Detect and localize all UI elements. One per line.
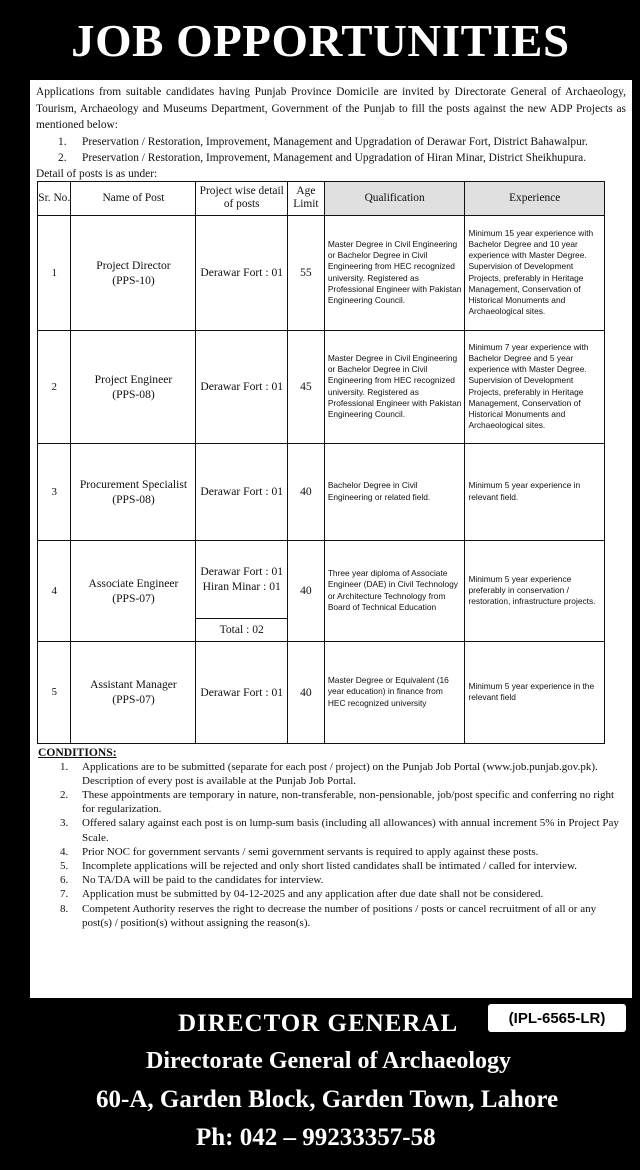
row-age: 40 xyxy=(287,641,324,743)
condition-item: 7. Application must be submitted by 04-12-2025 and any application after due date shall not be considered. xyxy=(60,888,544,901)
row-age: 40 xyxy=(287,443,324,540)
header-banner xyxy=(0,0,640,80)
department-name: Directorate General of Archaeology xyxy=(146,1048,511,1074)
office-address: 60-A, Garden Block, Garden Town, Lahore xyxy=(96,1086,559,1113)
row-sr: 3 xyxy=(38,443,71,540)
condition-item: 1. Applications are to be submitted (separate for each post / project) on the Punjab Job Portal (www.job.punjab.gov.pk). Description of every post is available at the Punjab Job Portal. xyxy=(60,760,598,787)
table-header-row xyxy=(38,181,605,215)
header-sr: Sr. No. xyxy=(38,181,71,215)
row-project: Derawar Fort : 01 xyxy=(196,330,288,443)
row-experience: Minimum 5 year experience in the relevant field xyxy=(465,641,605,743)
table-row xyxy=(38,330,605,443)
header-name: Name of Post xyxy=(71,181,196,215)
row-sr: 5 xyxy=(38,641,71,743)
row-project: Derawar Fort : 01 xyxy=(196,215,288,330)
row-qualification: Master Degree or Equivalent (16 year education) in finance from HEC recognized university xyxy=(324,641,465,743)
table-row xyxy=(38,641,605,743)
condition-item: 2. These appointments are temporary in nature, non-transferable, non-pensionable, job/post specific and conferring no right for regularization. xyxy=(60,788,615,816)
row-experience: Minimum 7 year experience with Bachelor Degree and 5 year experience with Master Degree. Supervision of Development Projects, preferably in Heritage Management, Conservation of Historical Monuments and Archaeological sites. xyxy=(465,330,605,443)
table-row xyxy=(38,540,605,618)
signatory-designation: DIRECTOR GENERAL xyxy=(178,1010,459,1037)
project-item-text: Preservation / Restoration, Improvement, Management and Upgradation of Hiran Minar, District Sheikhupura. xyxy=(82,152,587,164)
project-item-text: Preservation / Restoration, Improvement, Management and Upgradation of Derawar Fort, District Bahawalpur. xyxy=(82,135,588,148)
row-sr: 4 xyxy=(38,540,71,641)
ad-body xyxy=(30,80,632,998)
row-project: Derawar Fort : 01 Hiran Minar : 01 xyxy=(196,540,288,618)
intro-paragraph: Applications from suitable candidates having Punjab Province Domicile are invited by Directorate General of Archaeology, Tourism, Archaeology and Museums Department, Government of the Punjab to fill the posts against the new ADP Projects as mentioned below: xyxy=(36,86,626,131)
row-age: 45 xyxy=(287,330,324,443)
project-list xyxy=(36,134,632,167)
row-qualification: Three year diploma of Associate Engineer (DAE) in Civil Technology or Architecture Technology from Board of Technical Education xyxy=(324,540,465,641)
header-qualification: Qualification xyxy=(324,181,465,215)
row-qualification: Master Degree in Civil Engineering or Bachelor Degree in Civil Engineering from HEC recognized university. Registered as Professional Engineer with Pakistan Engineering Council. xyxy=(324,330,465,443)
header-project: Project wise detail of posts xyxy=(196,181,288,215)
row-project: Derawar Fort : 01 xyxy=(196,443,288,540)
header-age: Age Limit xyxy=(287,181,324,215)
header-experience: Experience xyxy=(465,181,605,215)
row-age: 40 xyxy=(287,540,324,641)
row-post-name: Procurement Specialist (PPS-08) xyxy=(71,443,196,540)
row-experience: Minimum 15 year experience with Bachelor Degree and 10 year experience with Master Degree. Supervision of Development Projects, preferably in Heritage Management, Conservation of Historical Monuments and Archaeological sites. xyxy=(465,215,605,330)
conditions-list xyxy=(36,760,626,930)
project-item: 1. Preservation / Restoration, Improvement, Management and Upgradation of Derawar Fort, District Bahawalpur. xyxy=(58,134,632,151)
row-qualification: Bachelor Degree in Civil Engineering or related field. xyxy=(324,443,465,540)
row-age: 55 xyxy=(287,215,324,330)
condition-item: 5. Incomplete applications will be rejected and only short listed candidates shall be intimated / called for interview. xyxy=(60,859,578,872)
row-experience: Minimum 5 year experience in relevant field. xyxy=(465,443,605,540)
ipl-reference-badge: (IPL-6565-LR) xyxy=(488,1004,626,1032)
row-post-name: Assistant Manager (PPS-07) xyxy=(71,641,196,743)
row-sr: 2 xyxy=(38,330,71,443)
condition-item: 6. No TA/DA will be paid to the candidates for interview. xyxy=(60,874,324,887)
total-posts: Total : 02 xyxy=(196,618,288,641)
row-experience: Minimum 5 year experience preferably in conservation / restoration, infrastructure projects. xyxy=(465,540,605,641)
condition-item: 8. Competent Authority reserves the right to decrease the number of positions / posts or cancel recruitment of all or any post(s) / position(s) without assigning the reason(s). xyxy=(60,902,597,929)
table-row xyxy=(38,215,605,330)
detail-line: Detail of posts is as under: xyxy=(36,167,158,180)
phone-number: Ph: 042 – 99233357-58 xyxy=(196,1124,436,1151)
conditions-title: CONDITIONS: xyxy=(38,745,117,759)
footer-banner xyxy=(0,998,640,1170)
page-title: JOB OPPORTUNITIES xyxy=(70,14,570,66)
posts-table xyxy=(37,181,605,744)
row-project: Derawar Fort : 01 xyxy=(196,641,288,743)
row-post-name: Project Engineer (PPS-08) xyxy=(71,330,196,443)
row-qualification: Master Degree in Civil Engineering or Bachelor Degree in Civil Engineering from HEC recognized university. Registered as Professional Engineer with Pakistan Engineering Council. xyxy=(324,215,465,330)
row-post-name: Project Director (PPS-10) xyxy=(71,215,196,330)
table-row xyxy=(38,443,605,540)
condition-item: 3. Offered salary against each post is on lump-sum basis (including all allowances) with annual increment 5% in Project Pay Scale. xyxy=(60,817,619,844)
row-post-name: Associate Engineer (PPS-07) xyxy=(71,540,196,641)
condition-item: 4. Prior NOC for government servants / semi government servants is required to apply against these posts. xyxy=(60,845,539,858)
project-item: 2. Preservation / Restoration, Improvement, Management and Upgradation of Hiran Minar, District Sheikhupura. xyxy=(58,150,632,167)
row-sr: 1 xyxy=(38,215,71,330)
